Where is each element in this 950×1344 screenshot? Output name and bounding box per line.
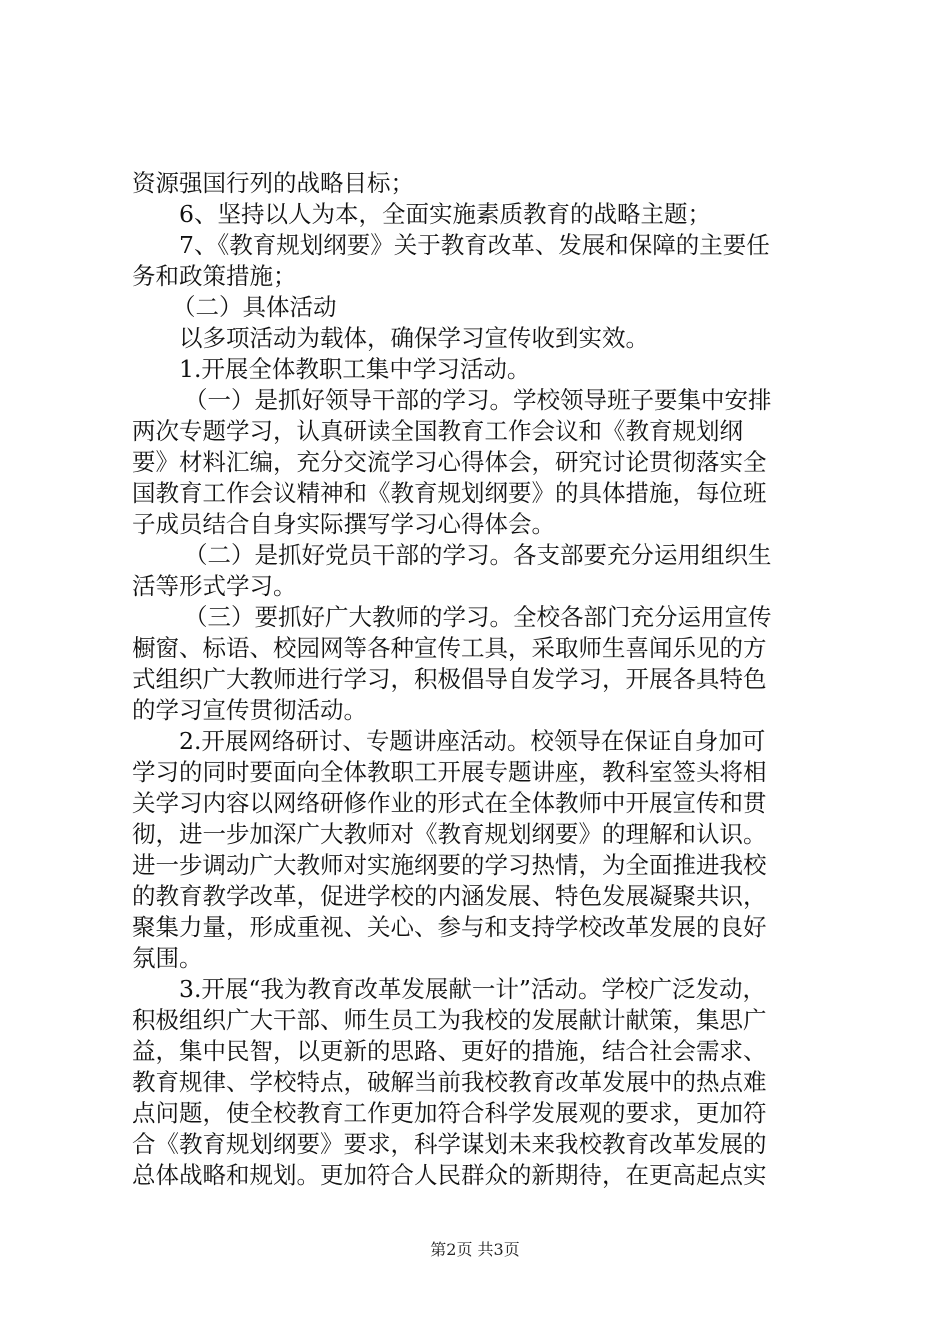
document-body: [132, 168, 834, 1191]
text-line: 关学习内容以网络研修作业的形式在全体教师中开展宣传和贯: [132, 789, 767, 817]
text-line: 以多项活动为载体，确保学习宣传收到实效。: [179, 324, 649, 352]
text-line: （一）是抓好领导干部的学习。学校领导班子要集中安排: [184, 386, 772, 414]
section-heading: （二）具体活动: [172, 293, 337, 321]
text-line: （二）是抓好党员干部的学习。各支部要充分运用组织生: [184, 541, 772, 569]
text-line: 氛围。: [132, 944, 203, 972]
text-line: 的学习宣传贯彻活动。: [132, 696, 367, 724]
text-line: 积极组织广大干部、师生员工为我校的发展献计献策，集思广: [132, 1006, 767, 1034]
text-line: 7、《教育规划纲要》关于教育改革、发展和保障的主要任: [179, 231, 770, 259]
text-line: 6、坚持以人为本，全面实施素质教育的战略主题；: [179, 200, 711, 228]
text-line: 的教育教学改革，促进学校的内涵发展、特色发展凝聚共识，: [132, 882, 767, 910]
text-line: 2.开展网络研讨、专题讲座活动。校领导在保证自身加可: [179, 727, 766, 755]
text-line: 式组织广大教师进行学习，积极倡导自发学习，开展各具特色: [132, 665, 767, 693]
text-line: 1.开展全体教职工集中学习活动。: [179, 355, 531, 383]
text-line: 合《教育规划纲要》要求，科学谋划未来我校教育改革发展的: [132, 1130, 767, 1158]
text-line: 子成员结合自身实际撰写学习心得体会。: [132, 510, 555, 538]
text-line: 进一步调动广大教师对实施纲要的学习热情，为全面推进我校: [132, 851, 767, 879]
text-line: 益，集中民智，以更新的思路、更好的措施，结合社会需求、: [132, 1037, 767, 1065]
text-line: 3.开展“我为教育改革发展献一计”活动。学校广泛发动，: [179, 975, 766, 1003]
text-line: 国教育工作会议精神和《教育规划纲要》的具体措施，每位班: [132, 479, 767, 507]
text-line: 务和政策措施；: [132, 262, 297, 290]
text-line: 要》材料汇编，充分交流学习心得体会，研究讨论贯彻落实全: [132, 448, 767, 476]
text-line: 活等形式学习。: [132, 572, 297, 600]
page-number: 第2页 共3页: [430, 1240, 520, 1259]
text-line: 资源强国行列的战略目标；: [132, 169, 414, 197]
text-line: 两次专题学习，认真研读全国教育工作会议和《教育规划纲: [132, 417, 743, 445]
text-line: 学习的同时要面向全体教职工开展专题讲座，教科室签头将相: [132, 758, 767, 786]
text-line: 教育规律、学校特点，破解当前我校教育改革发展中的热点难: [132, 1068, 767, 1096]
text-line: 点问题，使全校教育工作更加符合科学发展观的要求，更加符: [132, 1099, 767, 1127]
text-line: 总体战略和规划。更加符合人民群众的新期待，在更高起点实: [132, 1161, 767, 1189]
text-line: （三）要抓好广大教师的学习。全校各部门充分运用宣传: [184, 603, 772, 631]
text-line: 彻，进一步加深广大教师对《教育规划纲要》的理解和认识。: [132, 820, 767, 848]
text-line: 橱窗、标语、校园网等各种宣传工具，采取师生喜闻乐见的方: [132, 634, 767, 662]
text-line: 聚集力量，形成重视、关心、参与和支持学校改革发展的良好: [132, 913, 767, 941]
